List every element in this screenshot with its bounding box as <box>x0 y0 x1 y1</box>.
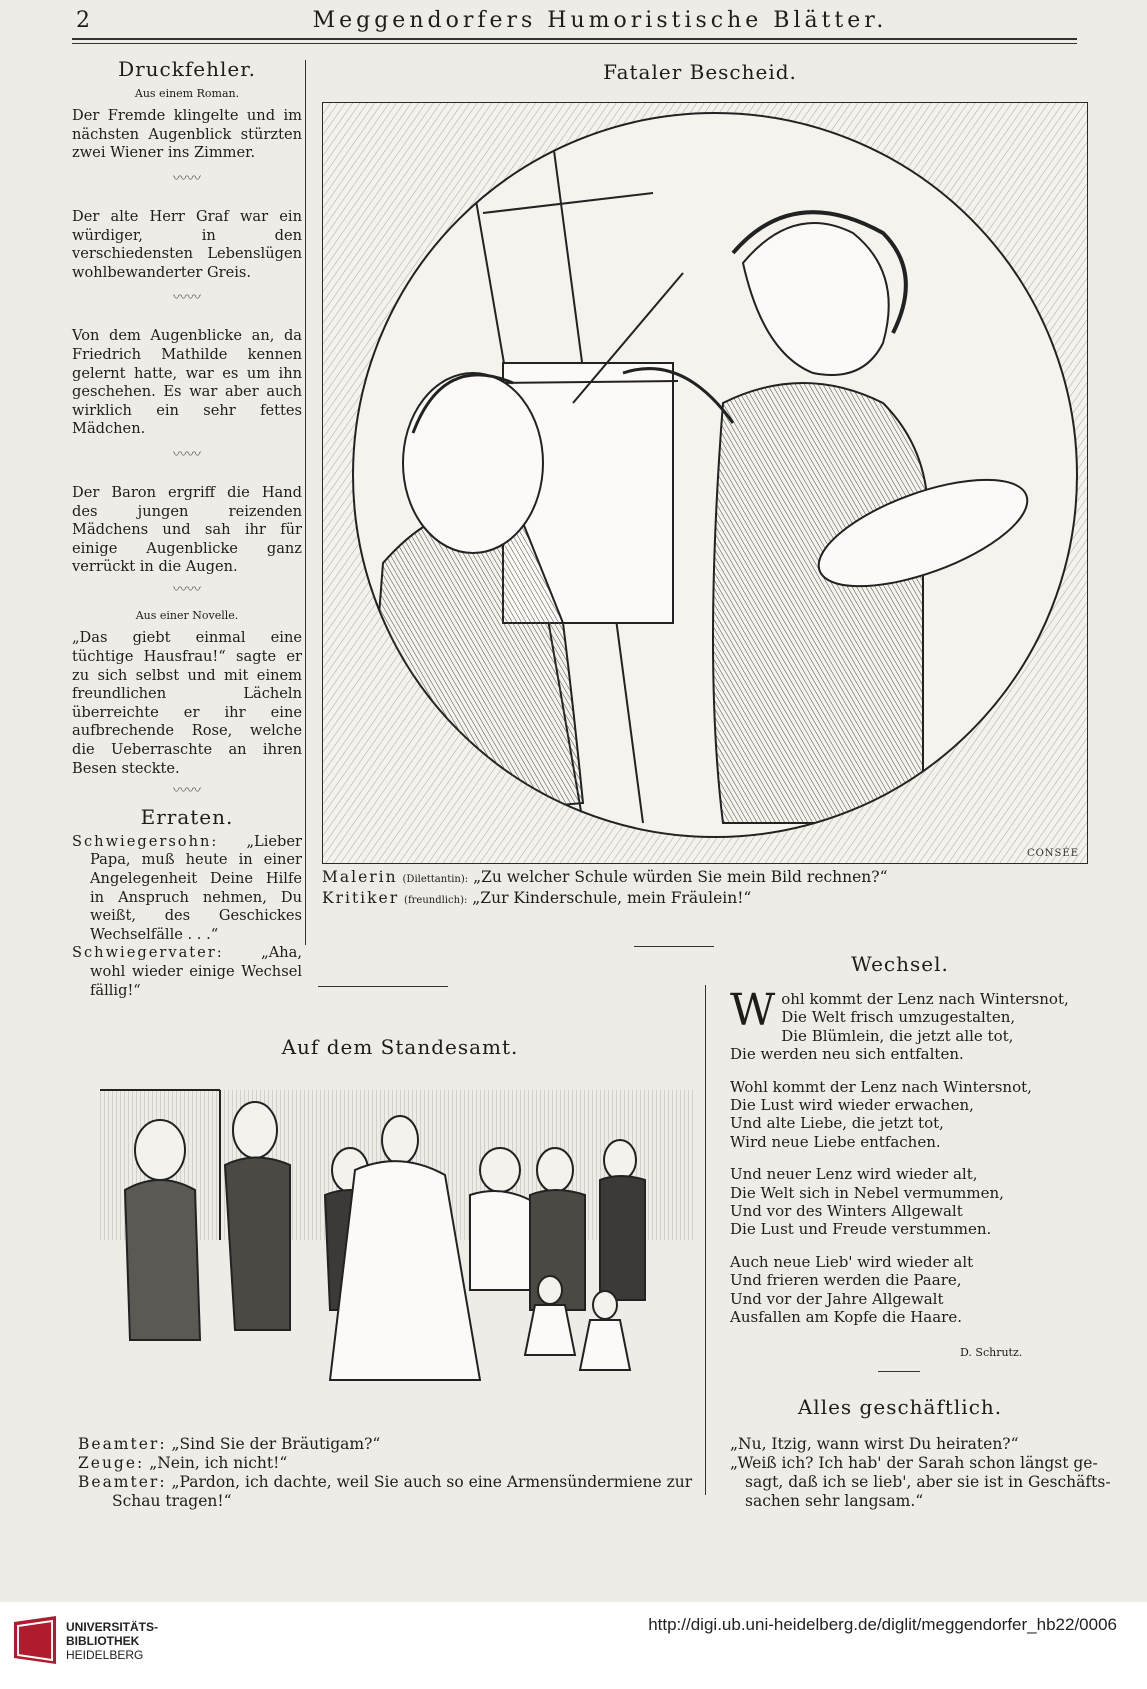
painter-illustration <box>322 102 1088 864</box>
wedding-caption-3 <box>78 1473 692 1492</box>
poem-line: Die Lust und Freude verstummen. <box>730 1220 992 1239</box>
poem-line: Die Welt frisch umzugestalten, <box>781 1008 1016 1027</box>
dialogue: „Zu welcher Schule würden Sie mein Bild rechnen?“ <box>473 868 888 886</box>
druckfehler-title: Druckfehler. <box>118 57 256 81</box>
misprint-paragraph: Der Fremde klingelte und im nächsten Augenblick stürzten zwei Wiener ins Zimmer. <box>72 107 302 162</box>
misprint-paragraph: Von dem Augenblicke an, da Friedrich Mathilde kennen gelernt hatte, war es um ihn geschehen. Es war aber auch wirklich ein sehr fettes Mädchen. <box>72 327 302 438</box>
poem-line: Auch neue Lieb' wird wieder alt <box>730 1252 974 1271</box>
header-rule-thin <box>72 43 1077 44</box>
poem-author: D. Schrutz. <box>960 1346 1023 1359</box>
stanza <box>730 1253 1080 1327</box>
speaker: Kritiker <box>322 889 400 907</box>
drop-capital: W <box>730 985 776 1036</box>
university-logo-icon <box>10 1612 60 1670</box>
separator-ornament: 〰〰 <box>173 170 201 187</box>
poem-line: Und vor der Jahre Allgewalt <box>730 1289 944 1308</box>
dialogue: „Nein, ich nicht!“ <box>149 1454 288 1472</box>
speaker: Beamter: <box>78 1435 167 1453</box>
institution-name <box>66 1620 158 1662</box>
wedding-caption-2 <box>78 1454 287 1473</box>
alles-line: „Weiß ich? Ich hab' der Sarah schon längst ge- <box>730 1454 1098 1472</box>
speaker: Malerin <box>322 868 398 886</box>
alles-line: „Nu, Itzig, wann wirst Du heiraten?“ <box>730 1435 1019 1453</box>
speaker: Beamter: <box>78 1473 167 1491</box>
standesamt-title: Auf dem Standesamt. <box>281 1035 519 1059</box>
column-divider <box>305 60 306 945</box>
separator-ornament: 〰〰 <box>173 446 201 463</box>
column-divider-bottom <box>705 985 706 1495</box>
novelle-paragraph: „Das giebt einmal eine tüchtige Hausfrau!“ sagte er zu sich selbst und mit einem freundlichen Lächeln überreichte er ihr eine aufbrechende Rose, welche die Ueberraschte an ihren Besen steckte. <box>72 629 302 777</box>
stanza <box>730 1078 1080 1152</box>
source-url-link[interactable]: http://digi.ub.uni-heidelberg.de/diglit/meggendorfer_hb22/0006 <box>648 1615 1117 1634</box>
artist-signature: CONSÉE <box>1026 848 1079 859</box>
page-number: 2 <box>76 8 90 33</box>
stanza <box>730 985 1080 1064</box>
dialogue: „Sind Sie der Bräutigam?“ <box>171 1435 381 1453</box>
running-title: Meggendorfers Humoristische Blätter. <box>312 8 888 33</box>
fataler-title: Fataler Bescheid. <box>603 60 797 84</box>
poem-line: Und vor des Winters Allgewalt <box>730 1202 963 1221</box>
short-rule <box>318 986 448 987</box>
erraten-line <box>72 833 302 945</box>
poem-line: Die Blümlein, die jetzt alle tot, <box>781 1026 1014 1045</box>
misprint-paragraph: Der Baron ergriff die Hand des jungen reizenden Mädchens und sah ihr für einige Augenblicke ganz verrückt in die Augen. <box>72 483 302 576</box>
poem-line: Und alte Liebe, die jetzt tot, <box>730 1114 944 1133</box>
short-rule <box>878 1371 920 1372</box>
wechsel-title: Wechsel. <box>851 952 949 976</box>
wedding-caption-1 <box>78 1435 380 1454</box>
poem-line: Die Welt sich in Nebel vermummen, <box>730 1183 1004 1202</box>
alles-line: sachen sehr langsam.“ <box>745 1492 924 1510</box>
left-column <box>72 57 302 1000</box>
institution-line: HEIDELBERG <box>66 1648 144 1662</box>
speaker-note: (Dilettantin): <box>402 874 469 885</box>
header-rule <box>72 38 1077 40</box>
wedding-caption-3-cont: Schau tragen!“ <box>112 1492 232 1510</box>
wechsel-poem <box>730 985 1080 1327</box>
alles-line: sagt, daß ich se lieb', aber sie ist in Geschäfts- <box>745 1473 1111 1491</box>
alles-title: Alles geschäftlich. <box>797 1395 1003 1419</box>
wedding-illustration <box>100 1080 694 1390</box>
dialogue: „Aha, wohl wieder einige Wechsel fällig!“ <box>90 944 302 999</box>
painter-caption-1 <box>322 868 888 889</box>
institution-line: UNIVERSITÄTS- <box>66 1620 159 1634</box>
institution-line: BIBLIOTHEK <box>66 1634 140 1648</box>
separator-ornament: 〰〰 <box>173 581 201 598</box>
poem-line: Und frieren werden die Paare, <box>730 1271 962 1290</box>
painter-caption-2 <box>322 889 751 910</box>
misprint-paragraph: Der alte Herr Graf war ein würdiger, in den verschiedensten Lebenslügen wohlbewanderter Greis. <box>72 207 302 281</box>
dialogue: „Zur Kinderschule, mein Fräulein!“ <box>472 889 752 907</box>
poem-line: Die Lust wird wieder erwachen, <box>730 1096 974 1115</box>
speaker: Zeuge: <box>78 1454 145 1472</box>
poem-line: Und neuer Lenz wird wieder alt, <box>730 1165 978 1184</box>
separator-ornament: 〰〰 <box>173 783 201 800</box>
speaker: Schwiegersohn: <box>72 832 219 850</box>
roman-note: Aus einem Roman. <box>134 86 240 100</box>
poem-line: ohl kommt der Lenz nach Wintersnot, <box>781 990 1069 1008</box>
wedding-scene-image <box>100 1080 694 1390</box>
poem-line: Ausfallen am Kopfe die Haare. <box>730 1308 962 1327</box>
painter-scene-image <box>323 103 1087 863</box>
short-rule <box>634 946 714 947</box>
dialogue: „Lieber Papa, muß heute in einer Angelegenheit Deine Hilfe in Anspruch nehmen, Du weißt, des Geschickes Wechselfälle . . .“ <box>90 832 302 943</box>
poem-line: Die werden neu sich entfalten. <box>730 1045 964 1064</box>
speaker-note: (freundlich): <box>404 895 468 906</box>
novelle-note: Aus einer Novelle. <box>135 608 239 622</box>
separator-ornament: 〰〰 <box>173 290 201 307</box>
erraten-title: Erraten. <box>140 805 234 830</box>
erraten-line <box>72 944 302 1000</box>
poem-line: Wohl kommt der Lenz nach Wintersnot, <box>730 1077 1032 1096</box>
speaker: Schwiegervater: <box>72 944 224 962</box>
dialogue: „Pardon, ich dachte, weil Sie auch so eine Armensündermiene zur <box>171 1473 693 1491</box>
poem-line: Wird neue Liebe entfachen. <box>730 1132 941 1151</box>
stanza <box>730 1165 1080 1239</box>
